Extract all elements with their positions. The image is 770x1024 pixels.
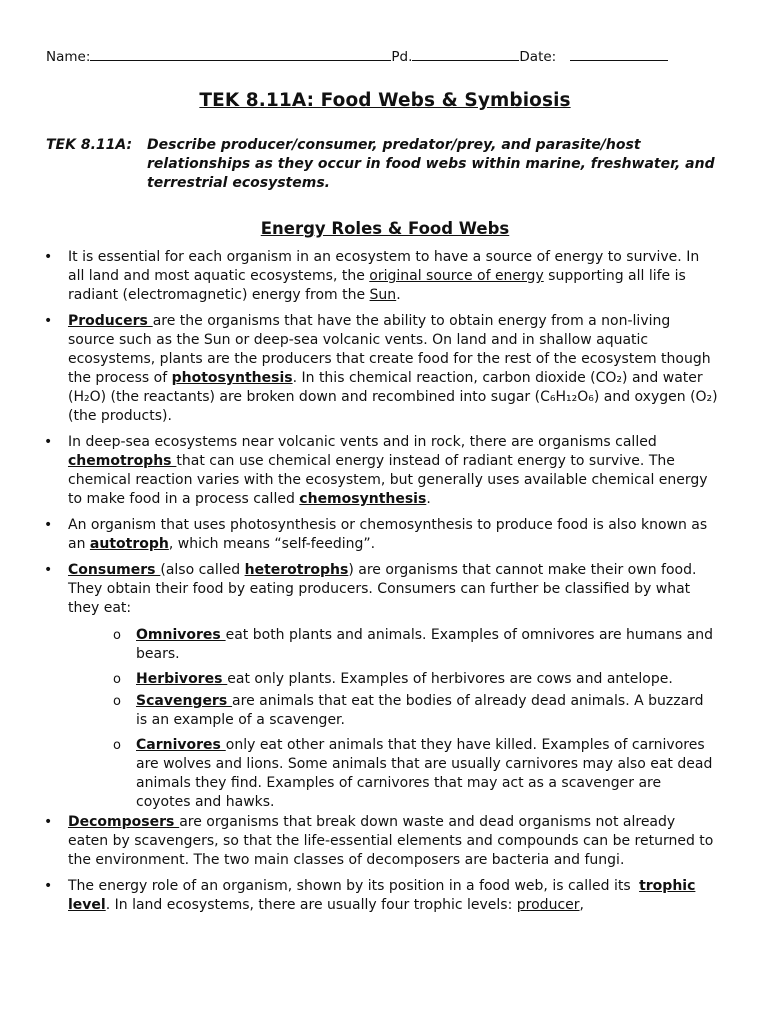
- tek-description: Describe producer/consumer, predator/prey, and parasite/host relationships as they occur in food webs within marine, freshwater, and terrestrial ecosystems.: [147, 137, 715, 191]
- bullet-text: In deep-sea ecosystems near volcanic vents and in rock, there are organisms called: [68, 434, 657, 450]
- page-title: TEK 8.11A: Food Webs & Symbiosis: [199, 90, 571, 111]
- vocab-term: Carnivores: [136, 737, 226, 753]
- bullet-text: (also called: [160, 562, 245, 578]
- bullet-text: The energy role of an organism, shown by its position in a food web, is called its: [68, 878, 636, 894]
- bullet-chemotrophs: [0, 433, 718, 509]
- vocab-term: Consumers: [68, 562, 161, 578]
- sub-item-text: are animals that eat the bodies of already dead animals. A buzzard is an example of a scavenger.: [136, 693, 704, 728]
- underlined-phrase: original source of energy: [369, 268, 544, 284]
- sub-item-omnivores: [68, 626, 718, 664]
- bullet-text: . In this chemical reaction, carbon dioxide (CO₂) and water (H₂O) (the reactants) are broken down and recombined into sugar (C₆H₁₂O₆) and oxygen (O₂)(the products).: [68, 370, 718, 424]
- vocab-term: Scavengers: [136, 693, 233, 709]
- pd-label: Pd.: [391, 49, 413, 65]
- vocab-term: Herbivores: [136, 671, 228, 687]
- sub-item-text: eat only plants. Examples of herbivores are cows and antelope.: [227, 671, 673, 687]
- bullet-producers: [0, 312, 718, 426]
- name-blank[interactable]: [90, 47, 391, 61]
- vocab-term: Producers: [68, 313, 153, 329]
- bullet-consumers: [0, 561, 718, 812]
- bullet-text: It is essential for each organism in an ecosystem to have a source of energy to survive. In all land and most aquatic ecosystems, the: [68, 249, 700, 284]
- underlined-phrase: producer: [516, 897, 580, 913]
- bullet-text: supporting all life is radiant (electromagnetic) energy from the: [68, 268, 686, 303]
- bullet-text: are the organisms that have the ability to obtain energy from a non-living source such as the Sun or deep-sea volcanic vents. On land and in shallow aquatic ecosystems, plants are the producers that create food for the rest of the ecosystem though the process of: [68, 313, 711, 386]
- bullet-text: . In land ecosystems, there are usually four trophic levels:: [105, 897, 517, 913]
- pd-blank[interactable]: [412, 47, 519, 61]
- bullet-autotroph: [0, 516, 718, 554]
- vocab-term: Omnivores: [136, 627, 226, 643]
- student-info-line: [46, 47, 668, 65]
- bullet-text: .: [426, 491, 431, 507]
- tek-code: TEK 8.11A:: [46, 137, 133, 153]
- bullet-text: that can use chemical energy instead of radiant energy to survive. The chemical reaction varies with the ecosystem, but generally uses available chemical energy to make food in a process called: [68, 453, 708, 507]
- underlined-phrase: Sun: [369, 287, 397, 303]
- tek-statement: [46, 136, 736, 193]
- vocab-term: Decomposers: [68, 814, 180, 830]
- vocab-term: chemosynthesis: [299, 491, 427, 507]
- bullet-text: .: [396, 287, 401, 303]
- vocab-term: heterotrophs: [244, 562, 349, 578]
- bullet-text: ) are organisms that cannot make their own food. They obtain their food by eating producers. Consumers can further be classified by what they eat:: [68, 562, 697, 616]
- bullet-text: ,: [579, 897, 584, 913]
- bullet-text: are organisms that break down waste and dead organisms not already eaten by scavengers, so that the life-essential elements and compounds can be returned to the environment. The two main classes of decomposers are bacteria and fungi.: [68, 814, 714, 868]
- bullet-text: An organism that uses photosynthesis or chemosynthesis to produce food is also known as an: [68, 517, 708, 552]
- sub-item-scavengers: [68, 692, 718, 730]
- date-label: Date:: [519, 49, 557, 65]
- sub-item-herbivores: [68, 670, 718, 689]
- date-blank[interactable]: [570, 47, 668, 61]
- bullet-energy-source: [0, 248, 718, 305]
- bullet-list: [0, 248, 770, 922]
- bullet-text: , which means “self-feeding”.: [168, 536, 376, 552]
- vocab-term: chemotrophs: [68, 453, 177, 469]
- sub-item-carnivores: [68, 736, 718, 812]
- vocab-term: photosynthesis: [171, 370, 293, 386]
- vocab-term: autotroph: [89, 536, 169, 552]
- sub-item-text: only eat other animals that they have killed. Examples of carnivores are wolves and lions. Some animals that are usually carnivores may also eat dead animals they find. Examples of carnivores that may act as a scavenger are coyotes and hawks.: [136, 737, 713, 810]
- consumer-types-list: [68, 626, 718, 812]
- bullet-trophic-level: [0, 877, 718, 915]
- name-label: Name:: [46, 49, 91, 65]
- bullet-decomposers: [0, 813, 718, 870]
- vocab-term: trophic level: [68, 878, 696, 913]
- section-title: Energy Roles & Food Webs: [260, 219, 510, 238]
- sub-item-text: eat both plants and animals. Examples of omnivores are humans and bears.: [136, 627, 713, 662]
